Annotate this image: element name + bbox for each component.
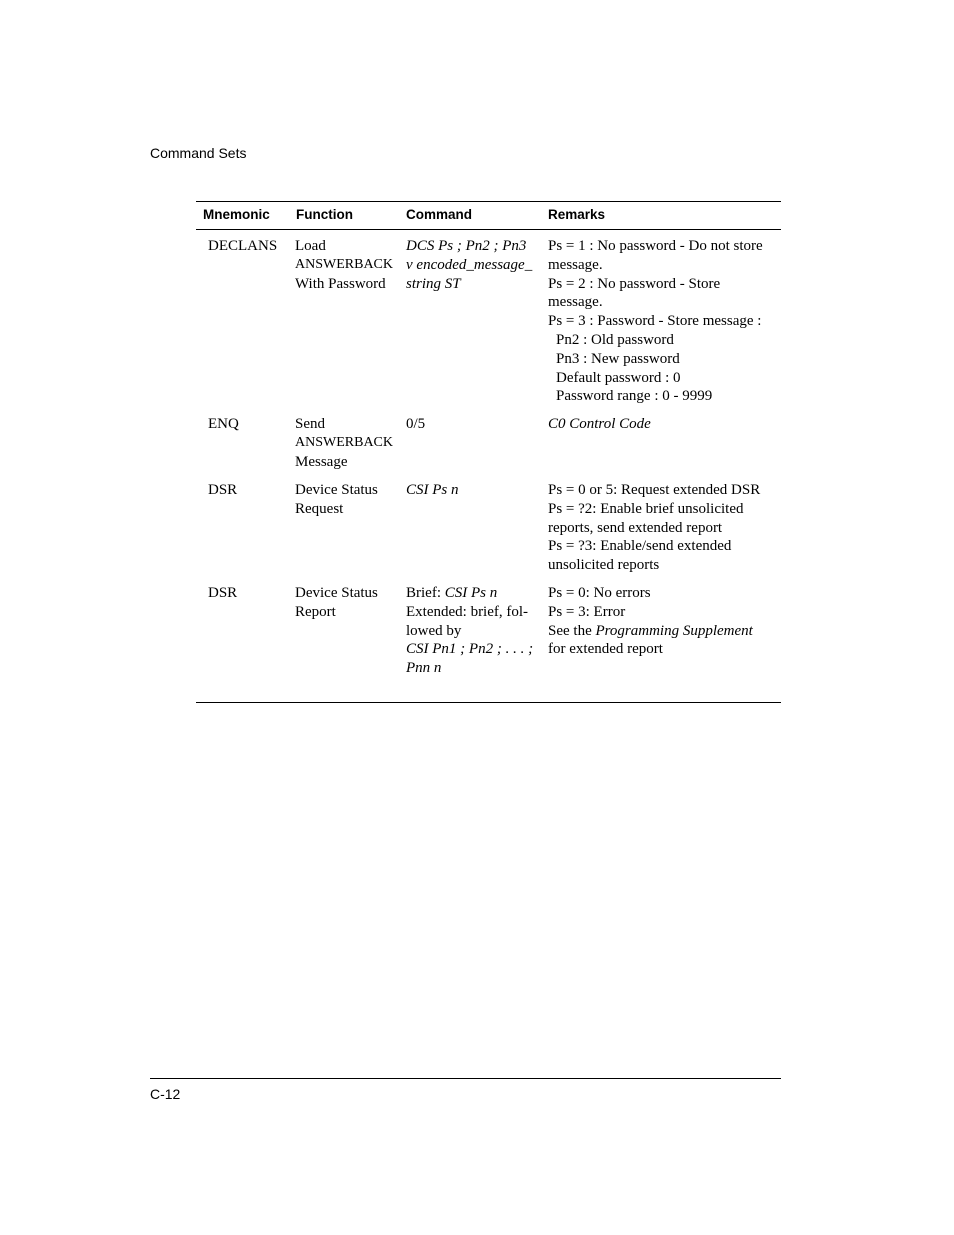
column-header-command: Command [406, 207, 473, 222]
function-line: Send [295, 416, 325, 432]
table-row-dsr-request-remarks [548, 481, 760, 575]
remarks-line: message. [548, 256, 603, 273]
command-line [406, 584, 533, 603]
remarks-line: Ps = 0: No errors [548, 585, 651, 601]
function-line: Report [295, 603, 336, 620]
remarks-line: reports, send extended report [548, 519, 723, 536]
command-line [406, 256, 532, 275]
table-row-dsr-report-command [406, 584, 533, 678]
command-line: lowed by [406, 622, 462, 639]
table-row-enq-function [295, 415, 393, 471]
column-header-mnemonic: Mnemonic [203, 207, 270, 222]
remarks-text: Programming Supplement [595, 622, 753, 639]
table-row-enq-command [406, 415, 425, 434]
table-row-dsr-request-mnemonic: DSR [208, 482, 238, 498]
table-row-declans-mnemonic: DECLANS [208, 238, 278, 254]
remarks-line: Ps = ?2: Enable brief unsolicited [548, 500, 744, 517]
table-row-declans-remarks [548, 237, 763, 406]
table-row-dsr-request-command [406, 481, 459, 500]
command-line: Extended: brief, fol- [406, 603, 529, 620]
table-row-dsr-report-remarks [548, 584, 753, 659]
table-row-dsr-request-function [295, 481, 378, 519]
remarks-line: Ps = 0 or 5: Request extended DSR [548, 482, 761, 498]
remarks-line: Password range : 0 - 9999 [556, 388, 713, 405]
table-header-rule [196, 229, 781, 230]
remarks-line: Ps = 3: Error [548, 603, 626, 620]
function-line: Device Status [295, 482, 378, 498]
function-line: ANSWERBACK [295, 256, 394, 272]
command-text: string ST [406, 275, 461, 292]
function-line: Load [295, 238, 326, 254]
remarks-line: message. [548, 294, 603, 311]
remarks-line: Pn3 : New password [556, 350, 680, 367]
table-row-dsr-report-function [295, 584, 378, 622]
table-top-rule [196, 201, 781, 202]
remarks-line: Pn2 : Old password [556, 331, 674, 348]
remarks-line [548, 622, 753, 641]
command-text: Brief: [406, 585, 445, 601]
function-line: Message [295, 453, 348, 470]
remarks-line: Ps = 3 : Password - Store message : [548, 313, 762, 330]
table-row-dsr-report-mnemonic: DSR [208, 585, 238, 601]
remarks-line: Ps = 1 : No password - Do not store [548, 238, 763, 254]
table-row-enq-remarks [548, 415, 651, 434]
running-header: Command Sets [150, 145, 247, 161]
remarks-line: C0 Control Code [548, 416, 651, 432]
function-line: ANSWERBACK [295, 434, 394, 450]
remarks-text: See the [548, 622, 596, 639]
remarks-line: unsolicited reports [548, 557, 660, 574]
command-text: DCS Ps ; Pn2 ; Pn3 [406, 238, 527, 254]
command-line: 0/5 [406, 416, 426, 432]
command-text: v encoded_message_ [406, 256, 533, 273]
remarks-line: Ps = ?3: Enable/send extended [548, 538, 732, 555]
table-row-declans-function [295, 237, 393, 293]
command-line [406, 237, 532, 256]
table-row-declans-command [406, 237, 532, 293]
function-line: With Password [295, 275, 386, 292]
footer-rule [150, 1078, 781, 1079]
command-line: CSI Pn1 ; Pn2 ; . . . ; [406, 641, 534, 658]
remarks-line: Ps = 2 : No password - Store [548, 275, 721, 292]
table-bottom-rule [196, 702, 781, 703]
column-header-remarks: Remarks [548, 207, 606, 222]
function-line: Request [295, 500, 344, 517]
command-line [406, 275, 532, 294]
column-header-function: Function [296, 207, 353, 222]
remarks-line: Default password : 0 [556, 369, 681, 386]
function-line: Device Status [295, 585, 378, 601]
remarks-line: for extended report [548, 641, 663, 658]
command-line: Pnn n [406, 660, 442, 677]
page-number: C-12 [150, 1086, 181, 1102]
table-row-enq-mnemonic: ENQ [208, 416, 239, 432]
command-text: CSI Ps n [444, 585, 498, 601]
command-line: CSI Ps n [406, 482, 459, 498]
